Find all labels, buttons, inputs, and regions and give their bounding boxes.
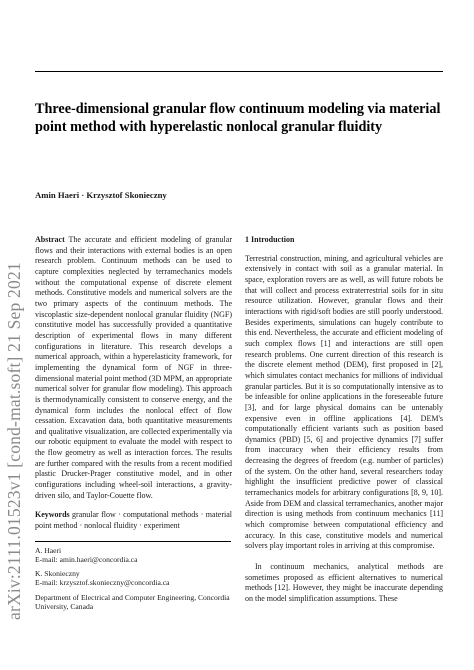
arxiv-stamp: arXiv:2111.01523v1 [cond-mat.soft] 21 Sep 2021 bbox=[4, 262, 24, 620]
intro-paragraph-1: Terrestrial construction, mining, and agricultural vehicles are extensively in contact with soil as a granular material. In space, exploration rovers are as well, as will future robots be that will collect and process extraterrestrial soils for in situ resource utilization. However, granular flows and their interactions with rigid/soft bodies are still poorly understood. Besides experiments, simulations can hugely contribute to this end. Nevertheless, the accurate and efficient modeling of such complex flows [1] and interactions are still open research problems. One current direction of this research is the discrete element method (DEM), first proposed in [2], which simulates contact mechanics for millions of individual granular particles. But it is so computationally intensive as to be infeasible for online applications in the foreseeable future [3], and for large physical domains can be untenably expensive even in offline applications [4]. DEM's computationally efficient variants such as position based dynamics (PBD) [5, 6] and projective dynamics [7] suffer from inaccuracy when their efficiency results from decreasing the degrees of freedom (e.g. number of particles) of the system. On the other hand, several researchers today highlight the insufficient predictive power of classical terramechanics models for arbitrary configurations [8, 9, 10]. Aside from DEM and classical terramechanics, another major direction is using methods from continuum mechanics [11] which compromise between computational efficiency and accuracy. In this case, constitutive models and numerical solvers play important roles in arriving at this compromise. bbox=[245, 253, 443, 551]
affiliation-haeri bbox=[35, 546, 232, 565]
author-list: Amin Haeri · Krzysztof Skonieczny bbox=[35, 190, 167, 200]
left-column bbox=[35, 235, 232, 611]
keywords-text: granular flow · computational methods · material point method · nonlocal fluidity · experiment bbox=[35, 510, 232, 531]
abstract-label: Abstract bbox=[35, 235, 65, 244]
abstract bbox=[35, 235, 232, 501]
paper-title: Three-dimensional granular flow continuum modeling via material point method with hyperelastic nonlocal granular fluidity bbox=[35, 101, 441, 135]
affiliation-email: E-mail: krzysztof.skonieczny@concordia.ca bbox=[35, 578, 170, 588]
keywords bbox=[35, 510, 232, 531]
header-rule bbox=[35, 71, 443, 72]
abstract-text: The accurate and efficient modeling of granular flows and their interactions with external bodies is an open research problem. Continuum methods can be used to capture complexities neglected by terramechanics models without the computational expense of discrete element methods. Constitutive models and numerical solvers are the two primary aspects of the continuum methods. The viscoplastic size-dependent nonlocal granular fluidity (NGF) constitutive model has successfully provided a quantitative description of experimental flows in many different configurations in literature. This research develops a numerical approach, within a hyperelasticity framework, for implementing the dynamical form of NGF in three-dimensional material point method (3D MPM, an appropriate numerical solver for granular flow modeling). This approach is thermodynamically consistent to conserve energy, and the dynamical form includes the nonlocal effect of flow cessation. Excavation data, both quantitative measurements and qualitative visualization, are collected experimentally via our robotic equipment to evaluate the model with respect to the flow geometry as well as interaction forces. The results are further compared with the results from a recent modified plastic Drucker-Prager constitutive model, and in other configurations including wheel-soil interactions, a gravity-driven silo, and Taylor-Couette flow. bbox=[35, 235, 232, 500]
affiliation-name: K. Skonieczny bbox=[35, 569, 80, 579]
right-column bbox=[245, 235, 443, 605]
footnote-rule bbox=[35, 541, 231, 542]
department: Department of Electrical and Computer Engineering, Concordia University, Canada bbox=[35, 592, 230, 611]
affiliation-name: A. Haeri bbox=[35, 545, 62, 555]
keywords-label: Keywords bbox=[35, 510, 70, 520]
section-title: 1 Introduction bbox=[245, 235, 295, 244]
affiliations bbox=[35, 546, 232, 612]
intro-paragraph-2: In continuum mechanics, analytical methods are sometimes proposed as efficient alternatives to numerical methods [12]. However, they might be inaccurate depending on the model simplification assumptions. These bbox=[245, 562, 443, 603]
affiliation-skonieczny bbox=[35, 569, 232, 588]
affiliation-email: E-mail: amin.haeri@concordia.ca bbox=[35, 554, 138, 564]
